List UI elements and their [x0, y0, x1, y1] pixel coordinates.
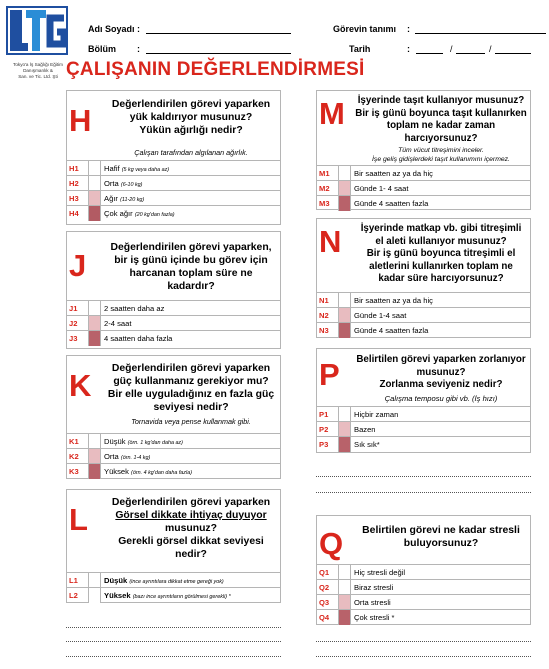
option-code: Q2	[319, 583, 330, 592]
level-swatch	[338, 437, 351, 452]
question-line: kadardır?	[167, 281, 215, 292]
option-label: Orta stresli	[354, 598, 391, 607]
option-label: Günde 4 saatten fazla	[354, 326, 429, 335]
option-h2[interactable]	[67, 175, 280, 190]
option-label: Düşük	[104, 437, 126, 446]
level-swatch	[88, 316, 101, 330]
option-j3[interactable]	[67, 330, 280, 346]
option-label: Hafif	[104, 164, 120, 173]
question-line: Değerlendirilen görevi yaparken	[111, 363, 271, 374]
option-label: Düşük	[104, 576, 128, 585]
question-line: Bir iş günü boyunca taşıt kullanırken	[355, 107, 527, 119]
option-label: Orta	[104, 179, 119, 188]
level-swatch	[88, 161, 101, 175]
date-day-field[interactable]	[416, 53, 443, 54]
option-code: P2	[319, 425, 329, 434]
option-code: M1	[319, 169, 330, 178]
notes-line[interactable]	[316, 656, 531, 657]
question-line: musunuz?	[165, 523, 217, 534]
card-note	[351, 146, 531, 164]
option-p3[interactable]	[317, 436, 530, 452]
question-line: Yükün ağırlığı nedir?	[139, 125, 243, 136]
date-label: Tarih	[349, 44, 371, 54]
option-detail: (örn. 1 kg'dan daha az)	[127, 440, 183, 446]
option-label: 2 saatten daha az	[104, 304, 165, 313]
option-n1[interactable]	[317, 292, 530, 307]
option-code: P3	[319, 440, 329, 449]
card-letter: M	[319, 96, 345, 131]
option-m1[interactable]	[317, 165, 530, 180]
option-label: Sık sık*	[354, 440, 380, 449]
option-h1[interactable]	[67, 160, 280, 175]
date-month-field[interactable]	[456, 53, 485, 54]
option-label: Yüksek	[104, 591, 131, 600]
level-swatch	[338, 595, 351, 609]
notes-line[interactable]	[66, 627, 281, 628]
option-code: H2	[69, 179, 79, 188]
option-code: K2	[69, 452, 79, 461]
level-swatch	[88, 301, 101, 315]
card-letter: L	[69, 502, 88, 537]
note-line: Tüm vücut titreşimini inceler.	[398, 147, 484, 154]
card-note: Çalışan tarafından algılanan ağırlık.	[134, 148, 248, 157]
question-line: Zorlanma seviyeniz nedir?	[379, 379, 503, 390]
option-label: 4 saatten daha fazla	[104, 334, 173, 343]
option-code: L1	[69, 576, 78, 585]
level-swatch	[88, 434, 101, 448]
notes-line[interactable]	[316, 492, 531, 493]
option-code: M3	[319, 199, 330, 208]
level-swatch	[88, 206, 101, 221]
logo-caption-line: Danışmanlık &	[23, 68, 53, 73]
option-detail: (örn. 1-4 kg)	[120, 455, 151, 461]
card-letter: Q	[319, 526, 344, 561]
company-logo	[6, 4, 68, 90]
option-detail: (5 kg veya daha az)	[121, 167, 170, 173]
card-question	[351, 223, 531, 286]
option-code: N3	[319, 326, 329, 335]
level-swatch	[338, 422, 351, 436]
dept-label: Bölüm	[88, 44, 116, 54]
notes-line[interactable]	[66, 641, 281, 642]
option-code: K1	[69, 437, 79, 446]
level-swatch	[338, 196, 351, 211]
option-label: Biraz stresli	[354, 583, 394, 592]
option-k3[interactable]	[67, 463, 280, 479]
question-line: İşyerinde taşıt kullanıyor musunuz?	[357, 95, 525, 106]
level-swatch	[88, 331, 101, 346]
option-q4[interactable]	[317, 609, 530, 625]
question-line: seviyesi nedir?	[153, 402, 229, 413]
question-line: nedir?	[175, 549, 207, 560]
dept-field[interactable]	[146, 53, 291, 54]
question-line: İşyerinde matkap vb. gibi titreşimli	[360, 223, 522, 234]
date-separator: /	[489, 44, 492, 54]
question-line: güç kullanmanız gerekiyor mu?	[113, 376, 269, 387]
level-swatch	[88, 464, 101, 479]
card-letter: P	[319, 357, 340, 392]
option-detail: (ince ayrıntılara dikkat etme gereği yok)	[129, 579, 224, 585]
card-l	[66, 489, 281, 603]
level-swatch	[338, 407, 351, 421]
job-field[interactable]	[415, 33, 546, 34]
card-question	[351, 524, 531, 550]
level-swatch	[88, 573, 101, 587]
card-question	[101, 496, 281, 561]
note-line: İşe geliş gidişlerdeki taşıt kullanımını içermez.	[372, 156, 510, 163]
option-p1[interactable]	[317, 406, 530, 421]
question-line: Bir elle uyguladığınız en fazla güç	[107, 389, 275, 400]
question-line: aletlerini kullanırken toplam ne	[369, 260, 513, 272]
option-label: Günde 1- 4 saat	[354, 184, 409, 193]
level-swatch	[88, 176, 101, 190]
card-question	[351, 354, 531, 392]
option-label: Çok ağır	[104, 209, 133, 218]
card-k	[66, 355, 281, 479]
option-detail: (11-20 kg)	[120, 197, 145, 203]
level-swatch	[338, 293, 351, 307]
card-letter: H	[69, 103, 92, 138]
notes-line[interactable]	[316, 641, 531, 642]
question-line: toplam ne kadar zaman	[386, 120, 496, 131]
option-label: 2-4 saat	[104, 319, 132, 328]
option-code: H3	[69, 194, 79, 203]
question-line: Değerlendirilen görevi yaparken,	[110, 242, 272, 253]
date-year-field[interactable]	[495, 53, 531, 54]
option-label: Orta	[104, 452, 119, 461]
card-j	[66, 231, 281, 349]
option-label: Bir saatten az ya da hiç	[354, 169, 433, 178]
date-separator: /	[450, 44, 453, 54]
option-q3[interactable]	[317, 594, 530, 609]
level-swatch	[88, 191, 101, 205]
notes-line[interactable]	[66, 656, 281, 657]
option-code: N2	[319, 311, 329, 320]
level-swatch	[338, 565, 351, 579]
option-detail: (6-10 kg)	[120, 182, 143, 188]
option-code: P1	[319, 410, 329, 419]
question-line: el aleti kullanıyor musunuz?	[375, 235, 507, 247]
page-title: ÇALIŞANIN DEĞERLENDİRMESİ	[66, 59, 365, 80]
card-q	[316, 515, 531, 625]
option-code: Q1	[319, 568, 330, 577]
option-label: Günde 1-4 saat	[354, 311, 407, 320]
option-label: Bazen	[354, 425, 376, 434]
card-note: Tornavida veya pense kullanmak gibi.	[131, 417, 251, 426]
question-line: Değerlendirilen görevi yaparken	[111, 497, 271, 508]
card-question	[101, 241, 281, 293]
question-line: Belirtilen görevi ne kadar stresli	[362, 525, 520, 536]
option-label: Çok stresli *	[354, 613, 395, 622]
question-line: buluyorsunuz?	[403, 538, 479, 549]
option-l2[interactable]	[67, 587, 280, 603]
card-letter: N	[319, 224, 342, 259]
question-line: yük kaldırıyor musunuz?	[129, 112, 253, 123]
job-colon: :	[407, 24, 410, 34]
level-swatch	[338, 308, 351, 322]
option-j1[interactable]	[67, 300, 280, 315]
option-h3[interactable]	[67, 190, 280, 205]
option-code: L2	[69, 591, 78, 600]
option-detail: (20 kg'dan fazla)	[134, 212, 175, 218]
option-label: Günde 4 saatten fazla	[354, 199, 429, 208]
option-code: M2	[319, 184, 330, 193]
option-h4[interactable]	[67, 205, 280, 221]
logo-mark	[6, 4, 68, 58]
card-note: Çalışma temposu gibi vb. (İş hızı)	[384, 394, 498, 403]
question-line: Gerekli görsel dikkat seviyesi	[118, 536, 264, 547]
option-n2[interactable]	[317, 307, 530, 322]
logo-caption-line: Tokyo'a İş Sağlığı Eğitim	[13, 62, 63, 67]
date-colon: :	[407, 44, 410, 54]
option-code: N1	[319, 296, 329, 305]
question-line: Bir iş günü boyunca titreşimli el	[366, 248, 516, 259]
question-line: Değerlendirilen görevi yaparken	[111, 99, 271, 110]
option-label: Bir saatten az ya da hiç	[354, 296, 433, 305]
level-swatch	[338, 610, 351, 625]
job-label: Görevin tanımı	[333, 24, 397, 34]
question-line: bir iş günü içinde bu görev için	[114, 255, 268, 266]
option-k2[interactable]	[67, 448, 280, 463]
question-line: harcıyorsunuz?	[404, 132, 478, 144]
level-swatch	[338, 323, 351, 338]
question-line: Görsel dikkate ihtiyaç duyuyor	[115, 510, 267, 521]
card-question	[351, 95, 531, 145]
option-code: H1	[69, 164, 79, 173]
option-q1[interactable]	[317, 564, 530, 579]
option-label: Hiç stresli değil	[354, 568, 406, 577]
card-letter: K	[69, 368, 92, 403]
notes-line[interactable]	[316, 476, 531, 477]
option-detail: (örn. 4 kg'dan daha fazla)	[131, 470, 192, 476]
dept-colon: :	[137, 44, 140, 54]
card-n	[316, 218, 531, 338]
card-question	[101, 98, 281, 137]
option-code: J3	[69, 334, 78, 343]
level-swatch	[338, 181, 351, 195]
question-line: musunuz?	[416, 366, 466, 378]
logo-caption-line: San. ve Tic. Ltd. Şti	[18, 74, 58, 79]
option-label: Yüksek	[104, 467, 129, 476]
option-k1[interactable]	[67, 433, 280, 448]
option-j2[interactable]	[67, 315, 280, 330]
level-swatch	[338, 580, 351, 594]
option-label: Ağır	[104, 194, 118, 203]
option-q2[interactable]	[317, 579, 530, 594]
question-line: Belirtilen görevi yaparken zorlanıyor	[356, 354, 526, 365]
level-swatch	[88, 449, 101, 463]
card-p	[316, 348, 531, 453]
level-swatch	[338, 166, 351, 180]
option-n3[interactable]	[317, 322, 530, 338]
card-h	[66, 90, 281, 225]
name-field[interactable]	[146, 33, 291, 34]
level-swatch	[88, 588, 101, 603]
question-line: kadar süre harcıyorsunuz?	[378, 273, 504, 284]
option-label: Hiçbir zaman	[354, 410, 399, 419]
option-code: Q3	[319, 598, 330, 607]
option-code: H4	[69, 209, 79, 218]
option-detail: (bazı ince ayrıntıların görülmesi gerekli) *	[132, 594, 231, 600]
option-m3[interactable]	[317, 195, 530, 211]
card-m	[316, 90, 531, 210]
name-label: Adı Soyadı :	[88, 24, 141, 34]
card-question	[101, 362, 281, 414]
option-code: Q4	[319, 613, 330, 622]
question-line: harcanan toplam süre ne	[129, 268, 253, 279]
option-m2[interactable]	[317, 180, 530, 195]
card-letter: J	[69, 248, 87, 283]
option-code: J1	[69, 304, 78, 313]
option-code: J2	[69, 319, 78, 328]
option-code: K3	[69, 467, 79, 476]
option-l1[interactable]	[67, 572, 280, 587]
option-p2[interactable]	[317, 421, 530, 436]
